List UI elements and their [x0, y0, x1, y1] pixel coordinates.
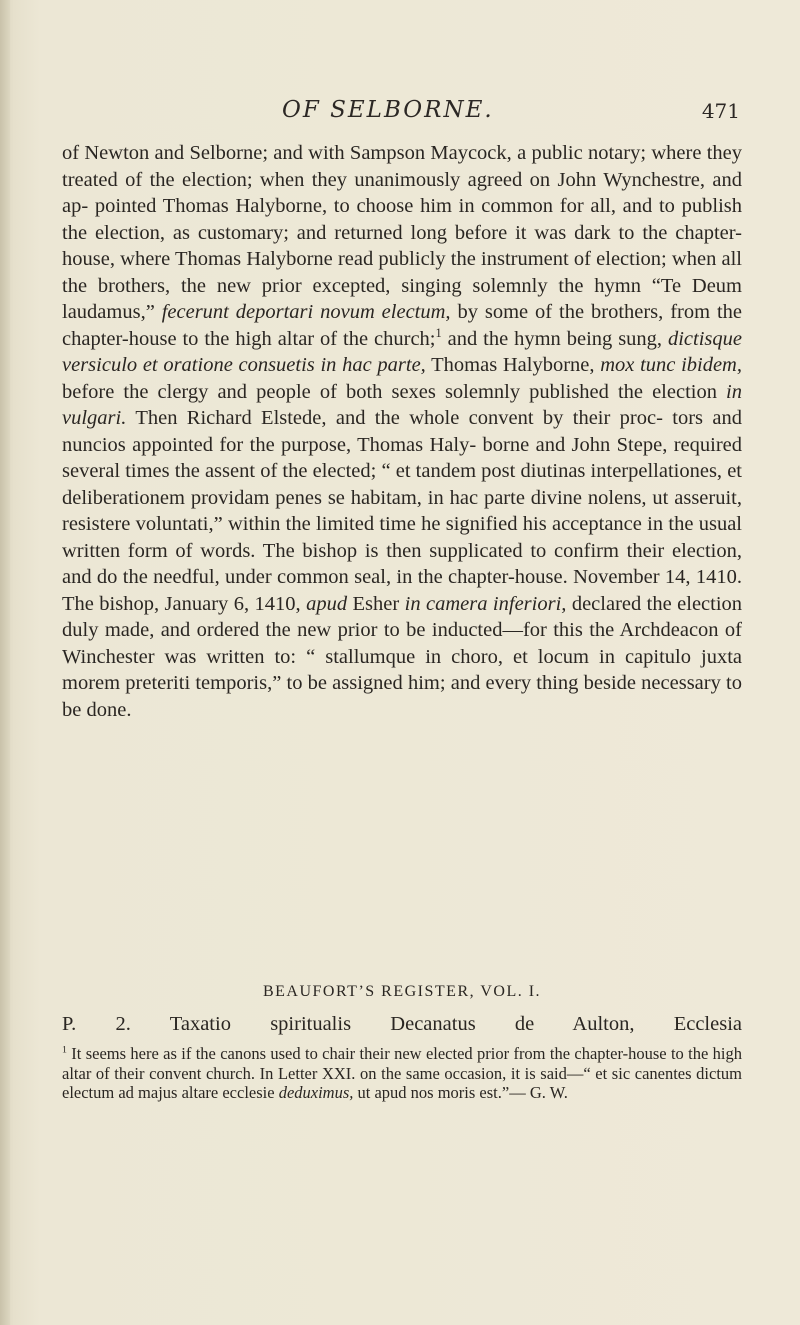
footnote-italic: deduximus, [278, 1083, 354, 1102]
footnote-marker: 1 [62, 1044, 67, 1056]
main-text [62, 140, 742, 723]
footnote-reference: 1 [435, 325, 442, 340]
body-text-6: Then Richard Elstede, and the whole convent by their proc- tors and nuncios appointed for the purpose, Thomas Haly- borne and John Stepe, required several times the assent of the elected; “ et tandem post diutinas interpellationes, et deliberationem providam penes se habitam, in hac parte divine nolens, ut asseruit, resistere voluntati,” within the limited time he signified his acceptance in the usual written form of words. The bishop is then supplicated to confirm their election, and do the needful, under common seal, in the chapter-house. November 14, 1410. The bishop, January 6, 1410, [62, 407, 742, 615]
section-first-line: P. 2. Taxatio spiritualis Decanatus de Aulton, Ecclesia [62, 1013, 742, 1035]
running-title: OF SELBORNE. [282, 97, 494, 123]
body-text-5: before the clergy and people of both sexes solemnly published the election [62, 380, 717, 403]
footnote-text-a: It seems here as if the canons used to chair their new elected prior from the chapter-house to the high altar of their convent church. In Letter XXI. on the same occasion, it is said—“ et sic canentes dictum electum ad majus altare ecclesie [62, 1044, 742, 1102]
footnote [62, 1044, 742, 1103]
body-text-4: Thomas Halyborne, [431, 354, 595, 376]
latin-phrase-3: mox tunc ibidem, [600, 354, 742, 376]
latin-phrase-5: in camera inferiori, [404, 592, 567, 615]
body-text-1: of Newton and Selborne; and with Sampson Maycock, a public notary; where they treated of the election; when they unanimously agreed on John Wynchestre, and ap- pointed Thomas Halyborne, to choose him in common for all, and to publish the election, as customary; and returned long before it was dark to the chapter-house, where Thomas Halyborne read publicly the instrument of election; when all the brothers, the new prior excepted, singing solemnly the hymn “Te Deum laudamus,” [62, 142, 742, 323]
footnote-signature: G. W. [529, 1083, 568, 1102]
footnote-text-b: ut apud nos moris est.”— [357, 1083, 526, 1102]
body-text-3: and the hymn being sung, [447, 327, 663, 350]
section-heading: BEAUFORT’S REGISTER, VOL. I. [262, 983, 542, 1000]
latin-phrase-4: in vulgari. [62, 380, 742, 429]
latin-word-apud: apud [306, 592, 348, 615]
page-binding-edge [0, 0, 10, 1325]
latin-phrase-2: dictisque versiculo et oratione consuetis in hac parte, [62, 327, 742, 376]
latin-phrase-1: fecerunt deportari novum electum, [161, 301, 451, 323]
body-text-2: by some of the brothers, from the chapter-house to the high altar of the church; [62, 301, 742, 350]
body-paragraph [62, 140, 742, 723]
body-text-7: Esher [352, 592, 400, 615]
running-head [62, 97, 742, 137]
body-text-8: declared the election duly made, and ordered the new prior to be inducted—for this the Archdeacon of Winchester was written to: “ stallumque in choro, et locum in capitulo juxta morem preteriti temporis,” to be assigned him; and every thing beside necessary to be done. [62, 592, 743, 721]
page-number: 471 [701, 99, 740, 123]
